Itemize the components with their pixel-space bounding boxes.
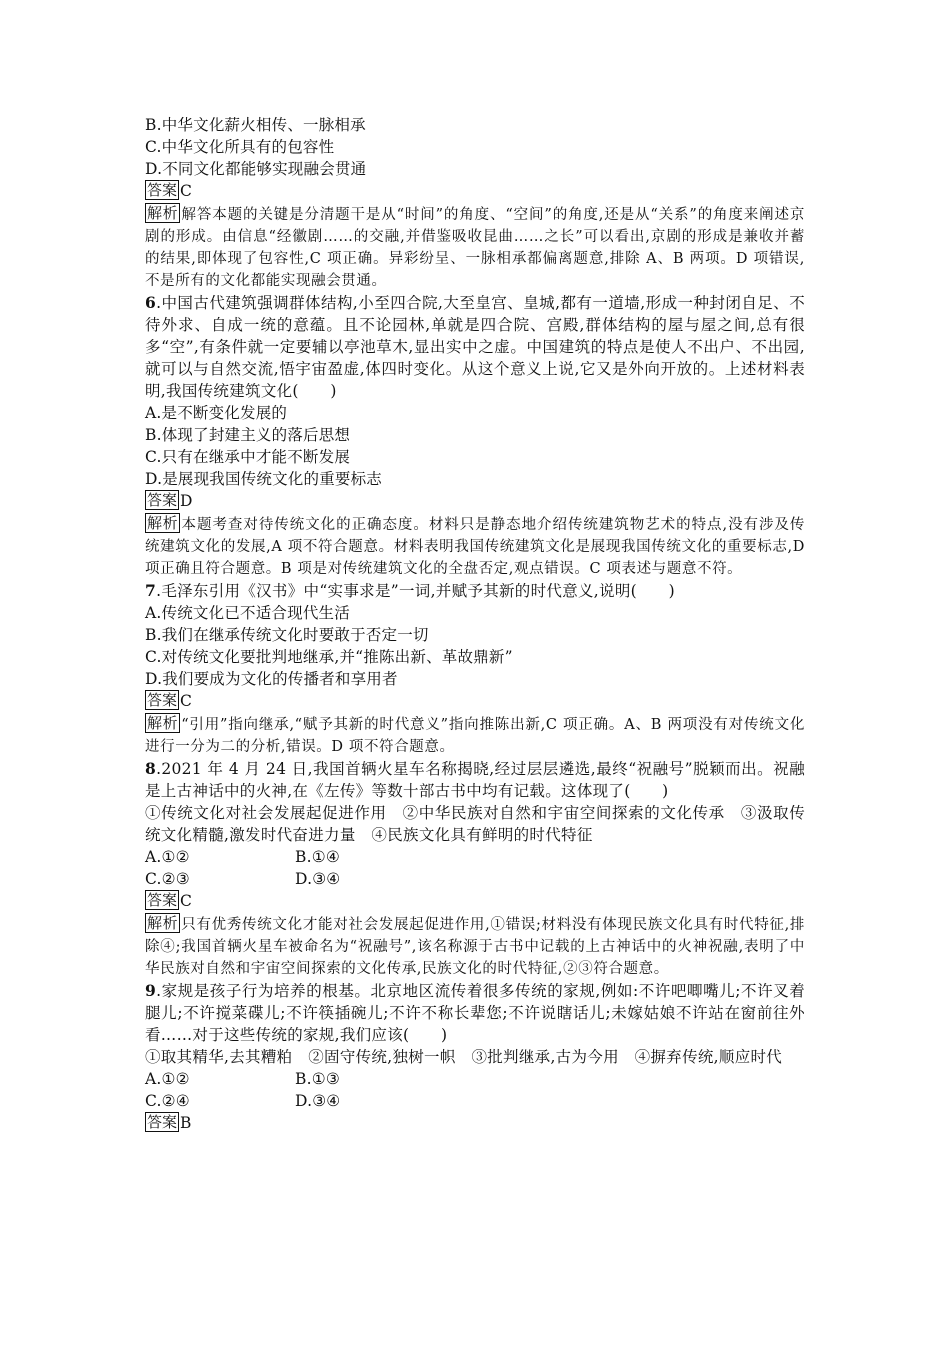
analysis-label: 解析 <box>147 514 179 532</box>
analysis-label: 解析 <box>147 204 179 222</box>
q6-option-a: A.是不断变化发展的 <box>145 404 288 422</box>
answer-label: 答案 <box>147 691 178 709</box>
q7-number: 7 <box>145 581 157 600</box>
q8-options-row-1 <box>145 846 805 868</box>
answer-label: 答案 <box>147 181 178 199</box>
q8-analysis <box>145 913 805 980</box>
q7-stem <box>145 580 805 602</box>
q9-answer <box>145 1112 805 1135</box>
q5-answer-value: C <box>180 182 192 200</box>
q6-analysis-text: 本题考查对待传统文化的正确态度。材料只是静态地介绍传统建筑物艺术的特点,没有涉及传统建筑文化的发展,A 项不符合题意。材料表明我国传统建筑文化是展现我国传统文化的重要标志,D 项正确且符合题意。B 项是对传统建筑文化的全盘否定,观点错误。C 项表述与题意不符。 <box>145 517 805 577</box>
q8-items: ①传统文化对社会发展起促进作用 ②中华民族对自然和宇宙空间探索的文化传承 ③汲取传统文化精髓,激发时代奋进力量 ④民族文化具有鲜明的时代特征 <box>145 804 805 844</box>
q9-answer-value: B <box>180 1114 192 1132</box>
q9-stem-text: .家规是孩子行为培养的根基。北京地区流传着很多传统的家规,例如:不许吧唧嘴儿;不许叉着腿儿;不许搅菜碟儿;不许筷插碗儿;不许不称长辈您;不许说瞎话儿;未嫁姑娘不许站在窗前往外看……对于这些传统的家规,我们应该( ) <box>145 982 805 1044</box>
document-page <box>145 114 805 1135</box>
q5-analysis-text: 解答本题的关键是分清题干是从“时间”的角度、“空间”的角度,还是从“关系”的角度来阐述京剧的形成。由信息“经徽剧……的交融,并借鉴吸收昆曲……之长”可以看出,京剧的形成是兼收并蓄的结果,即体现了包容性,C 项正确。异彩纷呈、一脉相承都偏离题意,排除 A、B 两项。D 项错误,不是所有的文化都能实现融会贯通。 <box>145 207 805 289</box>
q6-stem-text: .中国古代建筑强调群体结构,小至四合院,大至皇宫、皇城,都有一道墙,形成一种封闭自足、不待外求、自成一统的意蕴。且不论园林,单就是四合院、宫殿,群体结构的屋与屋之间,总有很多“空”,有条件就一定要辅以亭池草木,显出实中之虚。中国建筑的特点是使人不出户、不出园,就可以与自然交流,悟宇宙盈虚,体四时变化。从这个意义上说,它又是外向开放的。上述材料表明,我国传统建筑文化( ) <box>145 294 805 400</box>
q7-answer-value: C <box>180 692 192 710</box>
q8-stem <box>145 758 805 802</box>
q8-answer-value: C <box>180 892 192 910</box>
q7-answer <box>145 690 805 713</box>
q8-option-d: D.③④ <box>295 870 341 888</box>
q8-answer <box>145 890 805 913</box>
q9-number: 9 <box>145 981 157 1000</box>
q9-option-b: B.①③ <box>295 1070 340 1088</box>
answer-label: 答案 <box>147 1113 178 1131</box>
q9-option-a: A.①② <box>145 1070 190 1088</box>
q9-option-c: C.②④ <box>145 1092 190 1110</box>
answer-label: 答案 <box>147 491 178 509</box>
q7-stem-text: .毛泽东引用《汉书》中“实事求是”一词,并赋予其新的时代意义,说明( ) <box>156 582 675 600</box>
q8-options-row-2 <box>145 868 805 890</box>
q6-option-b: B.体现了封建主义的落后思想 <box>145 426 351 444</box>
q5-option-c: C.中华文化所具有的包容性 <box>145 138 335 156</box>
q5-analysis <box>145 203 805 292</box>
q8-stem-text: .2021 年 4 月 24 日,我国首辆火星车名称揭晓,经过层层遴选,最终“祝融号”脱颖而出。祝融是上古神话中的火神,在《左传》等数十部古书中均有记载。这体现了( ) <box>145 760 805 800</box>
q6-number: 6 <box>145 293 157 312</box>
q7-option-d: D.我们要成为文化的传播者和享用者 <box>145 670 398 688</box>
q8-option-a: A.①② <box>145 848 190 866</box>
q6-option-c: C.只有在继承中才能不断发展 <box>145 448 351 466</box>
analysis-label: 解析 <box>147 914 179 932</box>
q5-option-b: B.中华文化薪火相传、一脉相承 <box>145 116 366 134</box>
q6-answer-value: D <box>180 492 193 510</box>
q8-analysis-text: 只有优秀传统文化才能对社会发展起促进作用,①错误;材料没有体现民族文化具有时代特征,排除④;我国首辆火星车被命名为“祝融号”,该名称源于古书中记载的上古神话中的火神祝融,表明了中华民族对自然和宇宙空间探索的文化传承,民族文化的时代特征,②③符合题意。 <box>145 917 805 977</box>
q6-stem <box>145 292 805 402</box>
q8-option-b: B.①④ <box>295 848 340 866</box>
q5-option-d: D.不同文化都能够实现融会贯通 <box>145 160 367 178</box>
q9-option-d: D.③④ <box>295 1092 341 1110</box>
q7-option-a: A.传统文化已不适合现代生活 <box>145 604 350 622</box>
q8-number: 8 <box>145 759 157 778</box>
q7-option-b: B.我们在继承传统文化时要敢于否定一切 <box>145 626 429 644</box>
q9-options-row-2 <box>145 1090 805 1112</box>
q8-option-c: C.②③ <box>145 870 190 888</box>
answer-label: 答案 <box>147 891 178 909</box>
q9-stem <box>145 980 805 1046</box>
q9-options-row-1 <box>145 1068 805 1090</box>
analysis-label: 解析 <box>147 714 179 732</box>
q6-answer <box>145 490 805 513</box>
q7-analysis-text: “引用”指向继承,“赋予其新的时代意义”指向推陈出新,C 项正确。A、B 两项没有对传统文化进行一分为二的分析,错误。D 项不符合题意。 <box>145 717 805 755</box>
q9-items: ①取其精华,去其糟粕 ②固守传统,独树一帜 ③批判继承,古为今用 ④摒弃传统,顺应时代 <box>145 1048 783 1066</box>
q7-analysis <box>145 713 805 758</box>
q6-option-d: D.是展现我国传统文化的重要标志 <box>145 470 383 488</box>
q6-analysis <box>145 513 805 580</box>
q7-option-c: C.对传统文化要批判地继承,并“推陈出新、革故鼎新” <box>145 648 513 666</box>
q5-answer <box>145 180 805 203</box>
